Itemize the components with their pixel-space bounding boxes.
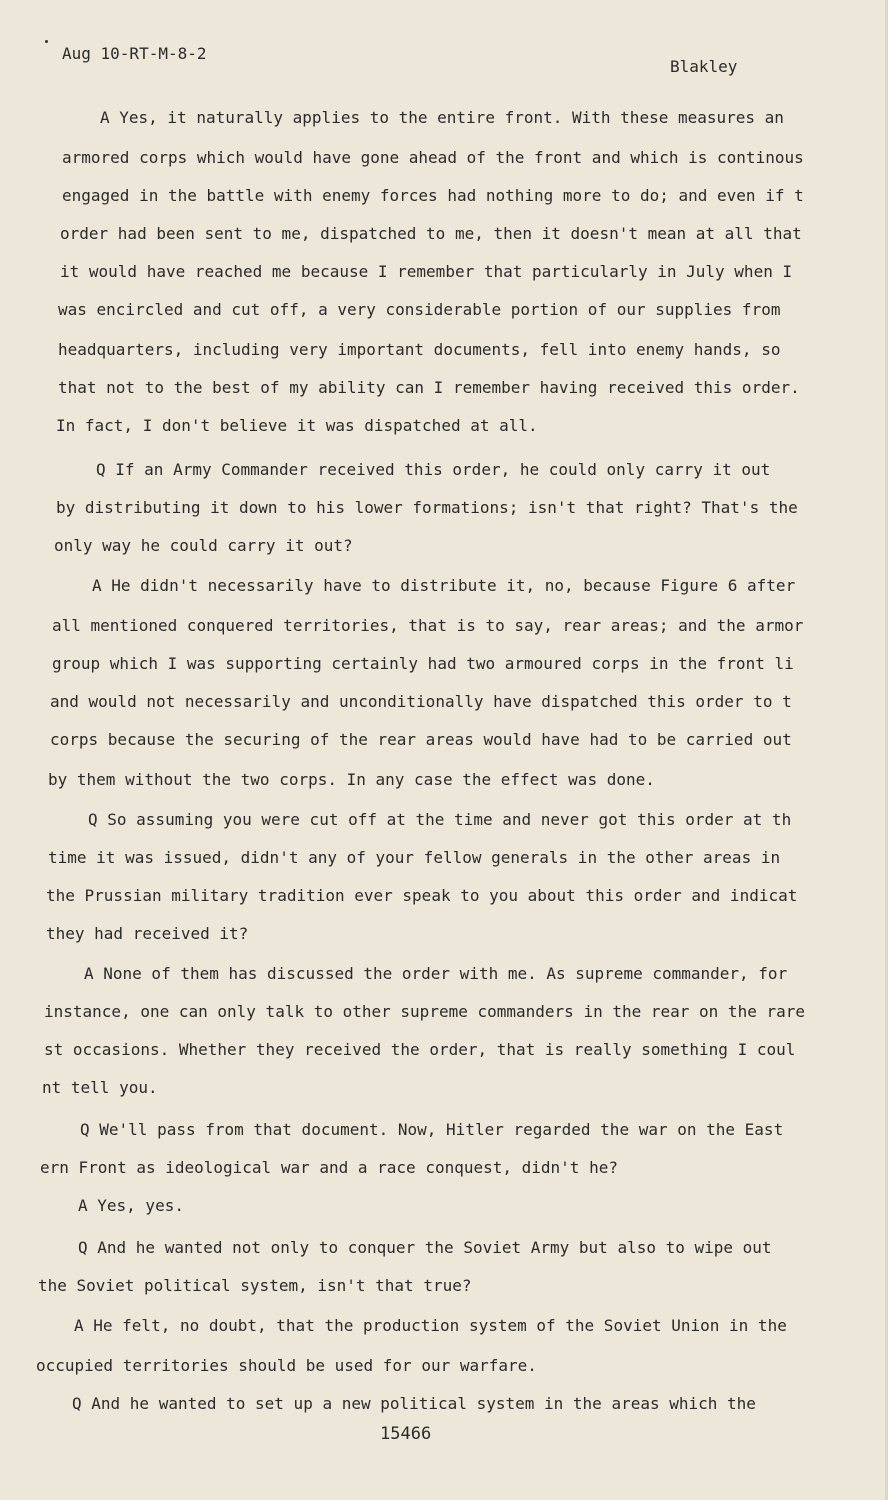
transcript-line: nt tell you. xyxy=(42,1078,158,1097)
transcript-line: Q And he wanted not only to conquer the Soviet Army but also to wipe out xyxy=(78,1238,772,1257)
transcript-line: A He felt, no doubt, that the production system of the Soviet Union in the xyxy=(74,1316,787,1335)
transcript-line: st occasions. Whether they received the order, that is really something I coul xyxy=(44,1040,796,1059)
transcript-line: order had been sent to me, dispatched to me, then it doesn't mean at all that xyxy=(60,224,802,243)
transcript-line: they had received it? xyxy=(46,924,249,943)
transcript-line: Q And he wanted to set up a new political system in the areas which the xyxy=(72,1394,756,1413)
transcript-line: it would have reached me because I remember that particularly in July when I xyxy=(60,262,793,281)
transcript-line: engaged in the battle with enemy forces had nothing more to do; and even if t xyxy=(62,186,804,205)
transcript-line: A Yes, it naturally applies to the entire front. With these measures an xyxy=(100,108,784,127)
margin-mark xyxy=(45,40,48,43)
transcript-line: In fact, I don't believe it was dispatched at all. xyxy=(56,416,538,435)
witness-name: Blakley xyxy=(670,57,738,76)
transcript-line: and would not necessarily and unconditionally have dispatched this order to t xyxy=(50,692,792,711)
document-reference: Aug 10-RT-M-8-2 xyxy=(62,44,207,63)
transcript-line: all mentioned conquered territories, that is to say, rear areas; and the armor xyxy=(52,616,804,635)
transcript-line: A Yes, yes. xyxy=(78,1196,184,1215)
transcript-line: corps because the securing of the rear areas would have had to be carried out xyxy=(50,730,792,749)
transcript-line: A He didn't necessarily have to distribute it, no, because Figure 6 after xyxy=(92,576,796,595)
transcript-line: the Soviet political system, isn't that true? xyxy=(38,1276,472,1295)
transcript-line: instance, one can only talk to other supreme commanders in the rear on the rare xyxy=(44,1002,805,1021)
transcript-line: A None of them has discussed the order with me. As supreme commander, for xyxy=(84,964,788,983)
transcript-line: group which I was supporting certainly had two armoured corps in the front li xyxy=(52,654,794,673)
transcript-line: Q If an Army Commander received this order, he could only carry it out xyxy=(96,460,771,479)
transcript-line: headquarters, including very important documents, fell into enemy hands, so xyxy=(58,340,781,359)
transcript-line: by distributing it down to his lower formations; isn't that right? That's the xyxy=(56,498,798,517)
transcript-line: that not to the best of my ability can I remember having received this order. xyxy=(58,378,800,397)
transcript-line: time it was issued, didn't any of your fellow generals in the other areas in xyxy=(48,848,781,867)
transcript-line: Q So assuming you were cut off at the time and never got this order at th xyxy=(88,810,792,829)
transcript-line: the Prussian military tradition ever speak to you about this order and indicat xyxy=(46,886,798,905)
transcript-line: armored corps which would have gone ahead of the front and which is continous xyxy=(62,148,804,167)
transcript-line: only way he could carry it out? xyxy=(54,536,353,555)
page-number: 15466 xyxy=(380,1424,432,1444)
transcript-line: ern Front as ideological war and a race conquest, didn't he? xyxy=(40,1158,618,1177)
transcript-line: was encircled and cut off, a very considerable portion of our supplies from xyxy=(58,300,781,319)
transcript-line: Q We'll pass from that document. Now, Hitler regarded the war on the East xyxy=(80,1120,784,1139)
transcript-line: by them without the two corps. In any case the effect was done. xyxy=(48,770,655,789)
transcript-line: occupied territories should be used for our warfare. xyxy=(36,1356,537,1375)
